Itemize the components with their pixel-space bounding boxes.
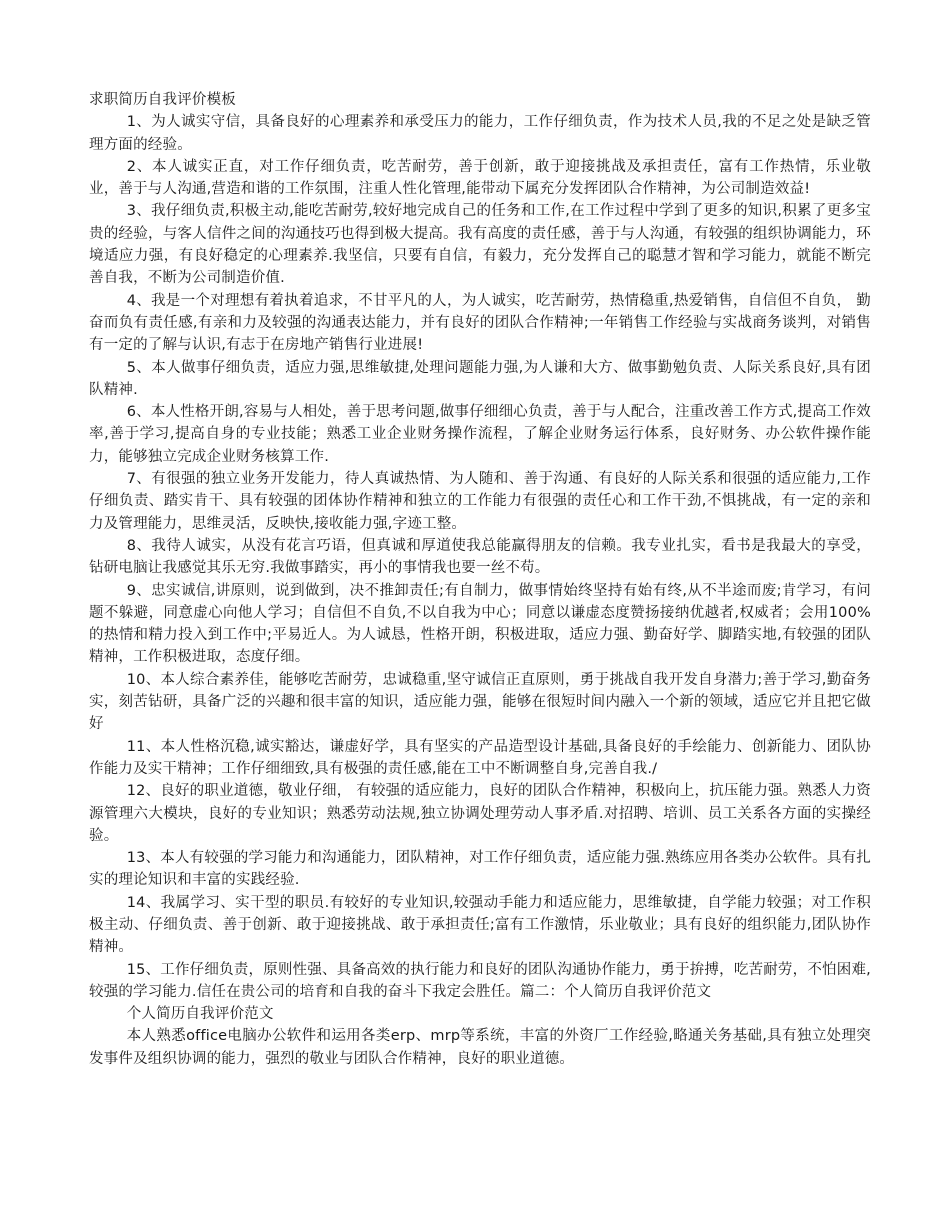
evaluation-paragraph: 4、我是一个对理想有着执着追求，不甘平凡的人，为人诚实，吃苦耐劳，热情稳重,热爱销售，自信但不自负， 勤奋而负有责任感,有亲和力及较强的沟通表达能力，并有良好的团队合作精神;一年销售工作经验与实战商务谈判，对销售有一定的了解与认识,有志于在房地产销售行业进展!	[89, 292, 871, 354]
evaluation-paragraph: 12、良好的职业道德，敬业仔细， 有较强的适应能力，良好的团队合作精神，积极向上，抗压能力强。熟悉人力资源管理六大模块，良好的专业知识；熟悉劳动法规,独立协调处理劳动人事矛盾.对招聘、培训、员工关系各方面的实操经验。	[89, 783, 871, 844]
evaluation-paragraph: 10、本人综合素养佳，能够吃苦耐劳，忠诚稳重,坚守诚信正直原则，勇于挑战自我开发自身潜力;善于学习,勤奋务实，刻苦钻研，具备广泛的兴趣和很丰富的知识，适应能力强，能够在很短时间内融入一个新的领域，适应它并且把它做好	[89, 671, 871, 733]
document-title: 求职简历自我评价模板	[89, 92, 236, 108]
evaluation-paragraph: 5、本人做事仔细负责，适应力强,思维敏捷,处理问题能力强,为人谦和大方、做事勤勉负责、人际关系良好,具有团队精神.	[89, 359, 871, 398]
evaluation-paragraph: 13、本人有较强的学习能力和沟通能力，团队精神，对工作仔细负责，适应能力强.熟练应用各类办公软件。具有扎实的理论知识和丰富的实践经验.	[89, 850, 871, 889]
evaluation-paragraph: 11、本人性格沉稳,诚实豁达，谦虚好学，具有坚实的产品造型设计基础,具备良好的手绘能力、创新能力、团队协作能力及实干精神；工作仔细细致,具有极强的责任感,能在工中不断调整自身,完善自我./	[89, 738, 871, 777]
evaluation-paragraph: 7、有很强的独立业务开发能力，待人真诚热情、为人随和、善于沟通、有良好的人际关系和很强的适应能力,工作仔细负责、踏实肯干、具有较强的团体协作精神和独立的工作能力有很强的责任心和工作干劲,不惧挑战，有一定的亲和力及管理能力，思维灵活，反映快,接收能力强,字迹工整。	[89, 471, 871, 532]
evaluation-paragraph: 2、本人诚实正直，对工作仔细负责，吃苦耐劳，善于创新，敢于迎接挑战及承担责任，富有工作热情，乐业敬业，善于与人沟通,营造和谐的工作氛围，注重人性化管理,能带动下属充分发挥团队合作精神，为公司制造效益!	[89, 158, 871, 198]
closing-paragraph: 本人熟悉office电脑办公软件和运用各类erp、mrp等系统，丰富的外资厂工作经验,略通关务基础,具有独立处理突发事件及组织协调的能力，强烈的敬业与团队合作精神，良好的职业道德。	[89, 1028, 871, 1067]
section-subtitle: 个人简历自我评价范文	[126, 1006, 274, 1023]
evaluation-paragraph: 15、工作仔细负责，原则性强、具备高效的执行能力和良好的团队沟通协作能力，勇于拚搏，吃苦耐劳，不怕困难,较强的学习能力.信任在贵公司的培育和自我的奋斗下我定会胜任。篇二：个人简历自我评价范文	[89, 961, 871, 1000]
evaluation-paragraph: 14、我属学习、实干型的职员.有较好的专业知识,较强动手能力和适应能力，思维敏捷，自学能力较强；对工作积极主动、仔细负责、善于创新、敢于迎接挑战、敢于承担责任;富有工作激情，乐业敬业；具有良好的组织能力,团队协作精神。	[89, 894, 871, 956]
evaluation-paragraph: 8、我待人诚实，从没有花言巧语，但真诚和厚道使我总能赢得朋友的信赖。我专业扎实，看书是我最大的享受，钻研电脑让我感觉其乐无穷.我做事踏实，再小的事情我也要一丝不苟。	[89, 537, 871, 577]
evaluation-paragraph: 1、为人诚实守信，具备良好的心理素养和承受压力的能力，工作仔细负责，作为技术人员,我的不足之处是缺乏管理方面的经验。	[89, 114, 871, 153]
document-page	[89, 89, 871, 1070]
evaluation-paragraph: 3、我仔细负责,积极主动,能吃苦耐劳,较好地完成自己的任务和工作,在工作过程中学到了更多的知识,积累了更多宝贵的经验，与客人信件之间的沟通技巧也得到极大提高。我有高度的责任感，善于与人沟通，有较强的组织协调能力，环境适应力强，有良好稳定的心理素养.我坚信，只要有自信，有毅力，充分发挥自己的聪慧才智和学习能力，就能不断完善自我，不断为公司制造价值.	[89, 203, 871, 287]
evaluation-paragraph: 6、本人性格开朗,容易与人相处，善于思考问题,做事仔细细心负责，善于与人配合，注重改善工作方式,提高工作效率,善于学习,提高自身的专业技能；熟悉工业企业财务操作流程，了解企业财务运行体系，良好财务、办公软件操作能力，能够独立完成企业财务核算工作.	[89, 404, 871, 465]
evaluation-paragraph: 9、忠实诚信,讲原则，说到做到，决不推卸责任;有自制力，做事情始终坚持有始有终,从不半途而废;肯学习，有问题不躲避，同意虚心向他人学习；自信但不自负,不以自我为中心；同意以谦虚态度赞扬接纳优越者,权威者；会用100%的热情和精力投入到工作中;平易近人。为人诚恳，性格开朗，积极进取，适应力强、勤奋好学、脚踏实地,有较强的团队精神，工作积极进取，态度仔细。	[89, 582, 871, 666]
evaluation-list	[89, 111, 871, 1003]
